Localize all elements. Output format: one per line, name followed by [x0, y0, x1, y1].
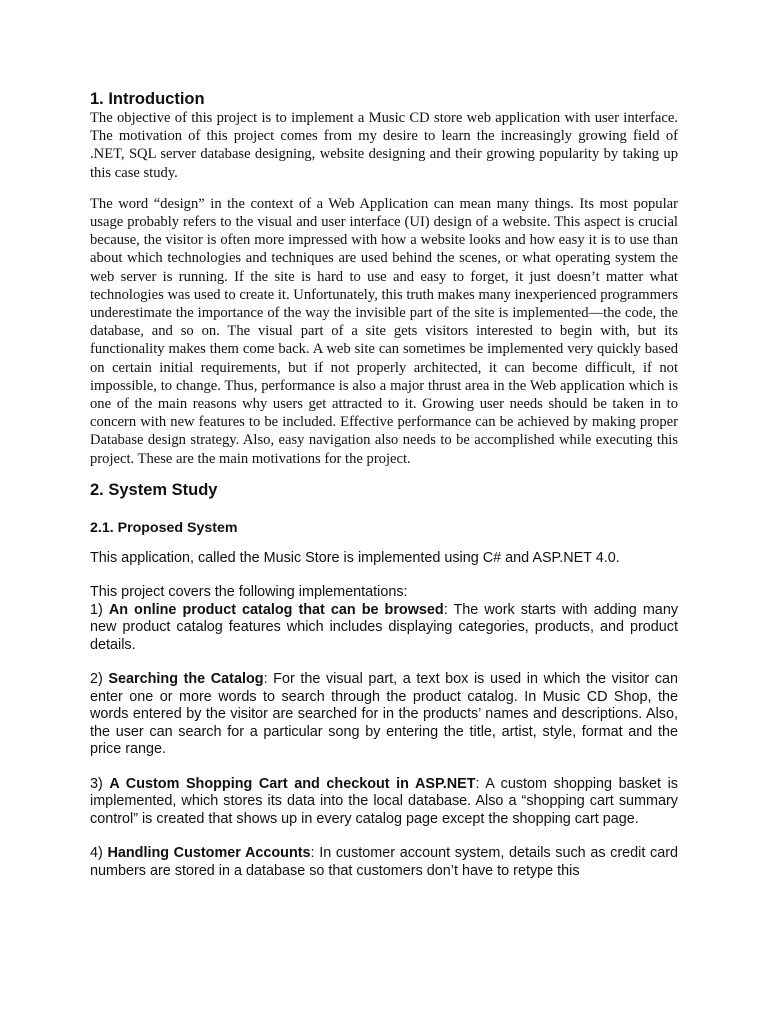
- item-title: An online product catalog that can be browsed: [108, 601, 444, 618]
- item-title: A Custom Shopping Cart and checkout in ASP.NET: [109, 775, 476, 792]
- item-text: : A custom shopping basket is implemented, which stores its data into the local database. Also a “shopping cart summary control” is created that shows up in every catalog page except the shopping cart page.: [90, 775, 678, 827]
- application-description: This application, called the Music Store is implemented using C# and ASP.NET 4.0.: [90, 549, 620, 566]
- item-number: 1): [90, 601, 103, 618]
- item-text: : The work starts with adding many new product catalog features which includes displaying categories, products, and product details.: [90, 601, 679, 653]
- item-number: 3): [90, 775, 103, 792]
- intro-paragraph-design: The word “design” in the context of a Web Application can mean many things. Its most popular usage probably refers to the visual and user interface (UI) design of a website. This aspect is crucial because, the visitor is often more impressed with how a website looks and how easy it is to use than about which technologies and techniques are used behind the scenes, or what operating system the web server is running. If the site is hard to use and easy to forget, it just doesn’t matter what technologies was used to create it. Unfortunately, this truth makes many inexperienced programmers underestimate the importance of the way the invisible part of the site is implemented—the code, the database, and so on. The visual part of a site gets visitors interested to begin with, but its functionality makes them come back. A web site can sometimes be implemented very quickly based on certain initial requirements, but if not properly architected, it can become difficult, if not impossible, to change. Thus, performance is also a major thrust area in the Web application which is one of the main reasons why users get attracted to it. Growing user needs should be taken in to concern with new features to be included. Effective performance can be achieved by making proper Database design strategy. Also, easy navigation also needs to be accomplished while executing this project. These are the main motivations for the project.: [90, 195, 678, 467]
- item-number: 4): [90, 845, 103, 862]
- implementations-intro: This project covers the following implementations:: [90, 584, 408, 601]
- item-title: Searching the Catalog: [108, 671, 264, 688]
- item-number: 2): [90, 671, 103, 688]
- item-text: : In customer account system, details such as credit card numbers are stored in a database so that customers don’t have to retype this: [90, 845, 679, 879]
- subsection-heading-proposed-system: 2.1. Proposed System: [90, 519, 238, 536]
- intro-paragraph-objective: The objective of this project is to implement a Music CD store web application with user interface. The motivation of this project comes from my desire to learn the increasingly growing field of .NET, SQL server database designing, website designing and their growing popularity by taking up this case study.: [90, 110, 678, 181]
- implementation-item: [90, 602, 678, 655]
- item-text: : For the visual part, a text box is used in which the visitor can enter one or more words to search through the product catalog. In Music CD Shop, the words entered by the visitor are searched for in the products’ names and descriptions. Also, the user can search for a particular song by entering the title, artist, style, format and the price range.: [90, 671, 678, 758]
- section-heading-introduction: 1. Introduction: [90, 90, 205, 108]
- implementation-item: [90, 671, 678, 759]
- section-heading-system-study: 2. System Study: [90, 480, 218, 499]
- item-title: Handling Customer Accounts: [107, 845, 311, 862]
- implementation-item: [90, 776, 678, 829]
- implementation-item: [90, 845, 678, 880]
- document-body: [90, 89, 678, 880]
